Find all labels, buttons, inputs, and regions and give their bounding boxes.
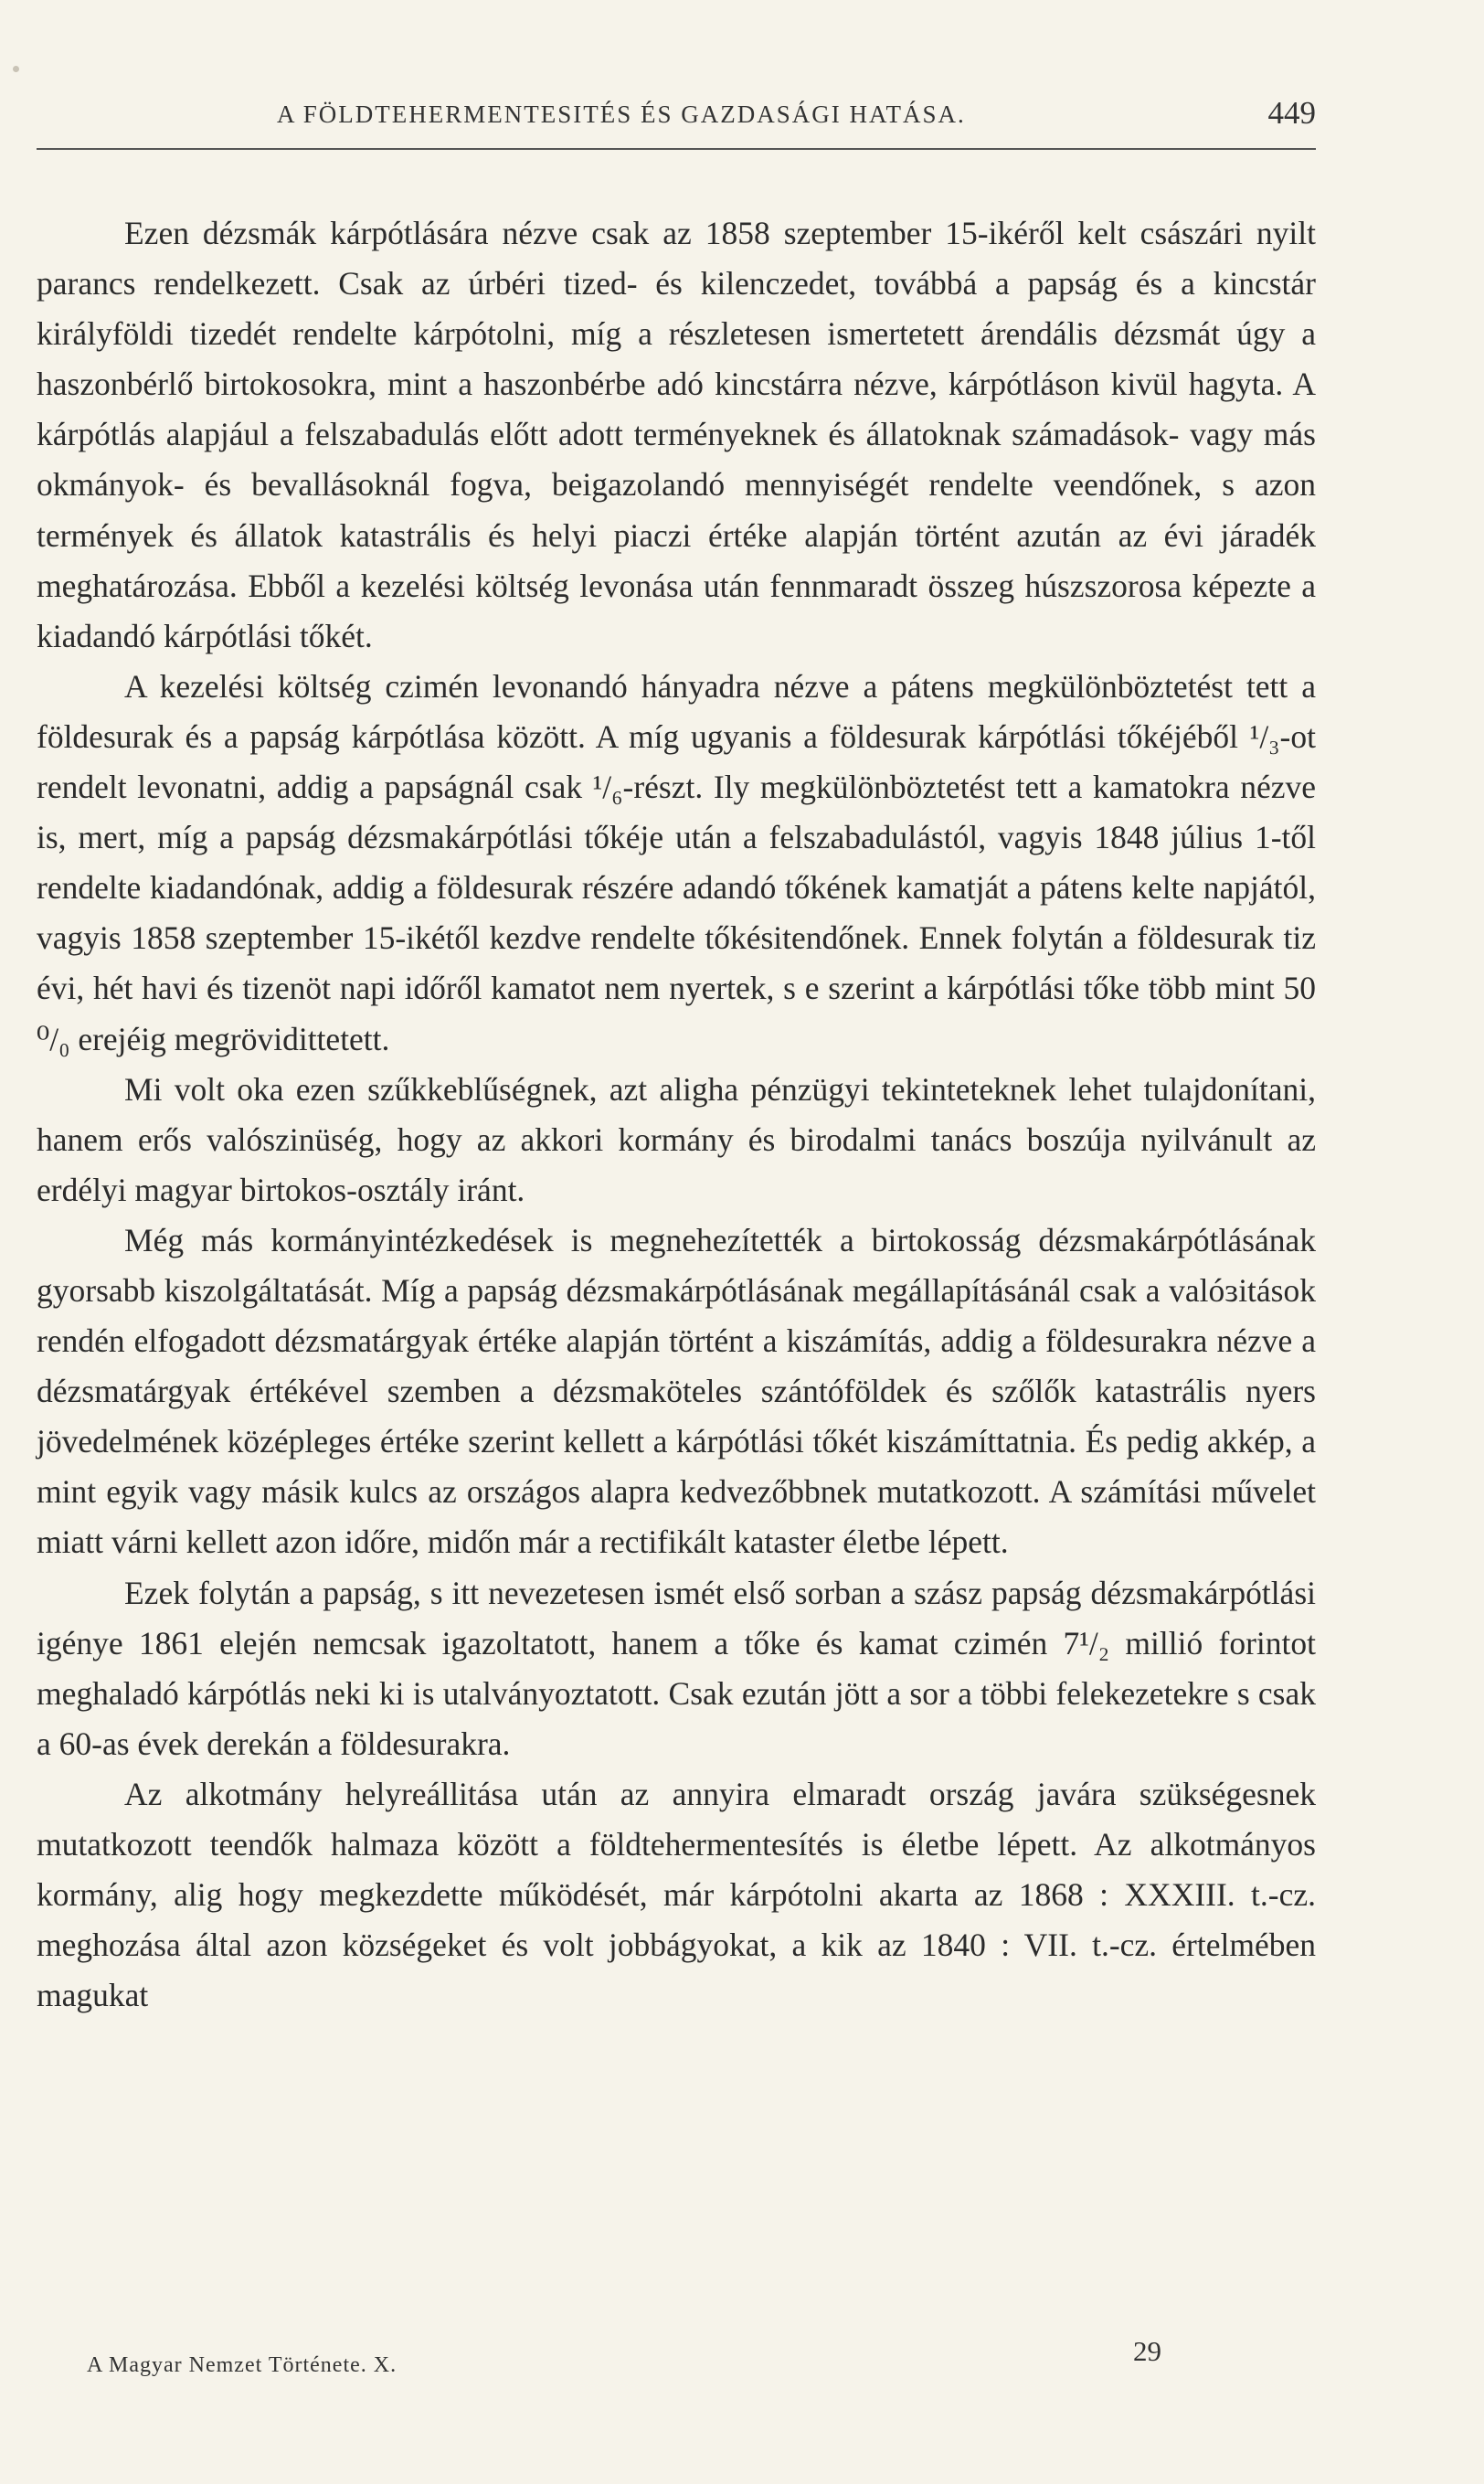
running-header <box>37 91 1316 146</box>
paragraph-3: Mi volt oka ezen szűkkeblűségnek, azt aligha pénzügyi tekinteteknek lehet tulajdonítani, hanem erős valószinüség, hogy az akkori kormány és birodalmi tanács boszúja nyilvánult az erdélyi magyar birtokos-osztály iránt. <box>37 1070 1316 1208</box>
header-rule <box>37 148 1316 150</box>
running-title: A FÖLDTEHERMENTESITÉS ÉS GAZDASÁGI HATÁSA. <box>277 101 966 128</box>
paragraph-4: Még más kormányintézkedések is megnehezítették a birtokosság dézsmakárpótlásának gyorsabb kiszolgáltatását. Míg a papság dézsmakárpótlásának megállapításánál csak a valóɜitások rendén elfogadott dézsmatárgyak értéke alapján történt a kiszámítás, addig a földesurakra nézve a dézsmatárgyak értékével szemben a dézsmaköteles szántóföldek és szőlők katastrális nyers jövedelmének középleges értéke szerint kellett a kárpótlási tőkét kiszámíttatnia. És pedig akkép, a mint egyik vagy másik kulcs az országos alapra kedvezőbbnek mutatkozott. A számítási művelet miatt várni kellett azon időre, midőn már a rectifikált kataster életbe lépett. <box>37 1221 1316 1561</box>
paragraph-1: Ezen dézsmák kárpótlására nézve csak az 1858 szeptember 15-ikéről kelt császári nyilt parancs rendelkezett. Csak az úrbéri tized- és kilenczedet, továbbá a papság és a kincstár királyföldi tizedét rendelte kárpótolni, míg a részletesen ismertetett árendális dézsmát úgy a haszonbérlő birtokosokra, mint a haszonbérbe adó kincstárra nézve, kárpótláson kivül hagyta. A kárpótlás alapjául a felszabadulás előtt adott terményeknek és állatoknak számadások- vagy más okmányok- és bevallásoknál fogva, beigazolandó mennyiségét rendelte veendőnek, s azon termények és állatok katastrális és helyi piaczi értéke alapján történt azután az évi járadék meghatározása. Ebből a kezelési költség levonása után fennmaradt összeg húszszorosa képezte a kiadandó kárpótlási tőkét. <box>37 215 1316 654</box>
footer-book-title: A Magyar Nemzet Története. X. <box>87 2353 398 2377</box>
footer-signature-number: 29 <box>1133 2335 1161 2367</box>
page-speck <box>13 66 19 72</box>
body-text <box>37 208 1316 2021</box>
page-number: 449 <box>1267 95 1316 131</box>
paragraph-5: Ezek folytán a papság, s itt nevezetesen ismét első sorban a szász papság dézsmakárpótlási igénye 1861 elején nemcsak igazoltatott, hanem a tőke és kamat czimén 7¹/₂ millió forintot meghaladó kárpótlás neki ki is utalványoztatott. Csak ezután jött a sor a többi felekezetekre s csak a 60-as évek derekán a földesurakra. <box>37 1574 1316 1762</box>
paragraph-2: A kezelési költség czimén levonandó hányadra nézve a pátens megkülönböztetést tett a földesurak és a papság kárpótlása között. A míg ugyanis a földesurak kárpótlási tőkéjéből ¹/₃-ot rendelt levonatni, addig a papságnál csak ¹/₆-részt. Ily megkülönböztetést tett a kamatokra nézve is, mert, míg a papság dézsmakárpótlási tőkéje után a felszabadulástól, vagyis 1848 július 1-től rendelte kiadandónak, addig a földesurak részére adandó tőkének kamatját a pátens kelte napjától, vagyis 1858 szeptember 15-ikétől kezdve rendelte tőkésitendőnek. Ennek folytán a földesurak tiz évi, hét havi és tizenöt napi időről kamatot nem nyertek, s e szerint a kárpótlási tőke több mint 50 ⁰/₀ erejéig megrövidittetett. <box>37 667 1316 1057</box>
paragraph-6: Az alkotmány helyreállitása után az annyira elmaradt ország javára szükségesnek mutatkozott teendők halmaza között a földtehermentesítés is életbe lépett. Az alkotmányos kormány, alig hogy megkezdette működését, már kárpótolni akarta az 1868 : XXXIII. t.-cz. meghozása által azon községeket és volt jobbágyokat, a kik az 1840 : VII. t.-cz. értelmében magukat <box>37 1775 1316 2014</box>
